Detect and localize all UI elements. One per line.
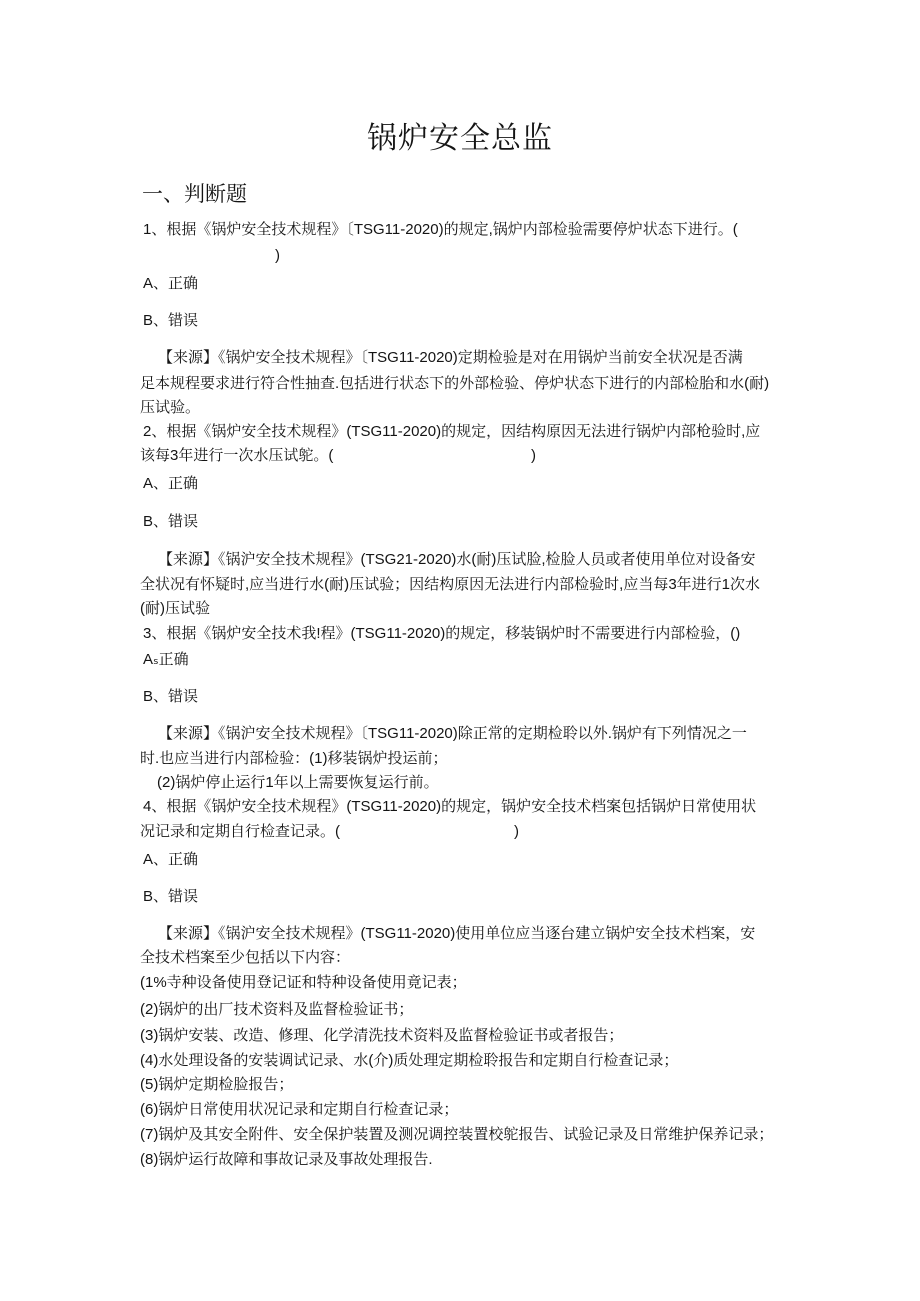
option-a: A、正确 bbox=[143, 851, 199, 868]
answer-blank: ) bbox=[275, 247, 280, 264]
source-note: 全技术档案至少包括以下内容： bbox=[140, 949, 351, 966]
list-item: (2)锅炉的出厂技术资料及监督检验证书； bbox=[140, 1001, 414, 1018]
option-b: B、错误 bbox=[143, 513, 199, 530]
option-a: Aₛ正确 bbox=[143, 651, 189, 668]
source-note: (2)锅炉停止运行1年以上需要恢复运行前。 bbox=[157, 774, 439, 791]
source-note: 【来源】《锅沪安全技术规程》〔TSG11-2020)除正常的定期检聆以外.锅炉有下列情况之一 bbox=[158, 725, 747, 742]
list-item: (1%寺种设备使用登记证和特种设备使用竟记表； bbox=[140, 974, 467, 991]
source-note: 【来源】《锅沪安全技术规程》(TSG11-2020)使用单位应当逐台建立锅炉安全技术档案，安 bbox=[158, 925, 756, 942]
question-stem: 4、根据《锅炉安全技术规程》(TSG11-2020)的规定，锅炉安全技术档案包括锅炉日常使用状 bbox=[143, 798, 757, 815]
source-note: 【来源】《锅炉安全技术规程》〔TSG11-2020)定期检验是对在用锅炉当前安全状况是否满 bbox=[158, 349, 743, 366]
option-b: B、错误 bbox=[143, 688, 199, 705]
document-title: 锅炉安全总监 bbox=[367, 122, 553, 155]
source-note: 时.也应当进行内部检验：(1)移装锅炉投运前； bbox=[140, 750, 448, 767]
list-item: (5)锅炉定期检脸报告； bbox=[140, 1076, 294, 1093]
question-stem: 况记录和定期自行检查记录。( bbox=[140, 823, 340, 840]
answer-blank: ) bbox=[514, 823, 519, 840]
list-item: (8)锅炉运行故障和事故记录及事故处理报告. bbox=[140, 1151, 433, 1168]
source-note: 压试验。 bbox=[140, 399, 201, 416]
option-b: B、错误 bbox=[143, 888, 199, 905]
source-note: 【来源】《锅沪安全技术规程》(TSG21-2020)水(耐)压试脸,检脸人员或者使用单位对设备安 bbox=[158, 551, 756, 568]
option-b: B、错误 bbox=[143, 312, 199, 329]
source-note: 全状况有怀疑时,应当进行水(耐)压试验；因结构原因无法进行内部检验时,应当每3年进行1次水 bbox=[140, 576, 761, 593]
option-a: A、正确 bbox=[143, 275, 199, 292]
section-heading: 一、判断题 bbox=[142, 183, 247, 206]
option-a: A、正确 bbox=[143, 475, 199, 492]
list-item: (3)锅炉安装、改造、修理、化学清洗技术资料及监督检验证书或者报告； bbox=[140, 1027, 624, 1044]
question-stem: 该每3年进行一次水压试鸵。( bbox=[140, 447, 334, 464]
source-note: (耐)压试验 bbox=[140, 600, 210, 617]
question-stem: 3、根据《锅炉安全技术我!程》(TSG11-2020)的规定，移装锅炉时不需要进行内部检验，() bbox=[143, 625, 741, 642]
list-item: (4)水处理设备的安装调试记录、水(介)质处理定期检聆报告和定期自行检查记录； bbox=[140, 1052, 679, 1069]
source-note: 足本规程要求进行符合性抽查.包括进行状态下的外部检验、停炉状态下进行的内部检胎和水(耐) bbox=[140, 375, 770, 392]
list-item: (7)锅炉及其安全附件、安全保护装置及测况调控装置校鸵报告、试验记录及日常维护保养记录； bbox=[140, 1126, 774, 1143]
answer-blank: ) bbox=[531, 447, 536, 464]
question-stem: 2、根据《锅炉安全技术规程》(TSG11-2020)的规定，因结构原因无法进行锅炉内部枪验时,应 bbox=[143, 423, 761, 440]
question-stem: 1、根据《锅炉安全技术规程》〔TSG11-2020)的规定,锅炉内部检验需要停炉状态下进行。( bbox=[143, 221, 738, 238]
list-item: (6)锅炉日常使用状况记录和定期自行检查记录； bbox=[140, 1101, 459, 1118]
